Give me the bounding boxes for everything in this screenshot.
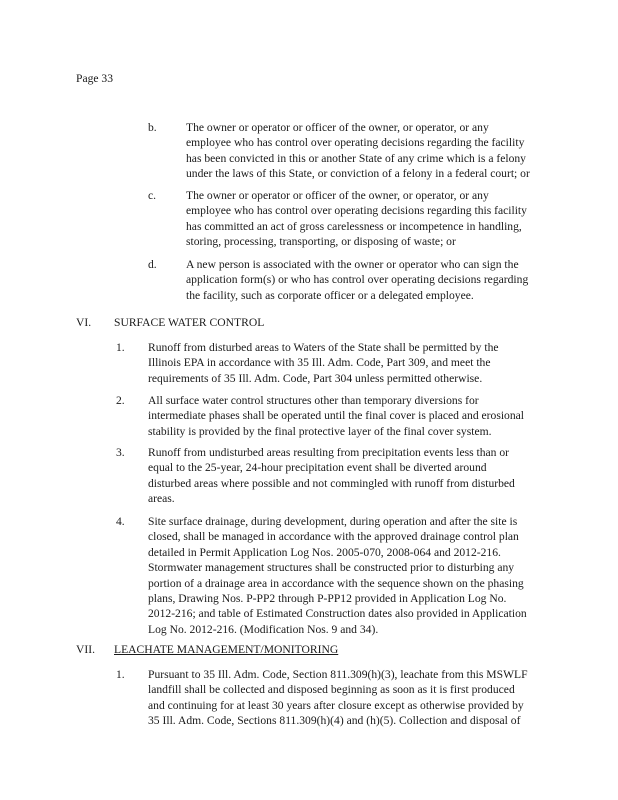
text-line: All surface water control structures other than temporary diversions for [148, 394, 479, 407]
text-line: closed, shall be managed in accordance with the approved drainage control plan [148, 530, 519, 544]
section-number-vi: VI. [76, 316, 92, 329]
text-line: portion of a drainage area in accordance with the sequence shown on the phasing [148, 576, 524, 590]
sub-item-text-c [186, 188, 527, 250]
text-line: and continuing for at least 30 years after closure except as otherwise provided by [148, 698, 524, 712]
text-line: A new person is associated with the owner or operator who can sign the [186, 258, 519, 271]
text-line: Log No. 2012-216. (Modification Nos. 9 and 34). [148, 622, 379, 636]
text-line: Site surface drainage, during development, during operation and after the site is [148, 515, 518, 528]
text-line: The owner or operator or officer of the owner, or operator, or any [186, 121, 489, 134]
section-number-vii: VII. [76, 643, 95, 656]
page-number: Page 33 [76, 72, 114, 85]
sub-item-label-c: c. [148, 189, 157, 202]
item-number: 3. [116, 446, 125, 459]
text-line: employee who has control over operating decisions regarding this facility [186, 204, 527, 218]
text-line: has been convicted in this or another State of any crime which is a felony [186, 151, 526, 165]
text-line: plans, Drawing Nos. P-PP2 through P-PP12 provided in Application Log No. [148, 592, 507, 606]
text-line: 2012-216; and table of Estimated Construction dates also provided in Application [148, 607, 527, 621]
text-line: stability is provided by the final protective layer of the final cover system. [148, 424, 492, 438]
section-title-leachate-management: LEACHATE MANAGEMENT/MONITORING [114, 643, 339, 656]
sub-item-text-d [186, 257, 528, 303]
text-line: employee who has control over operating decisions regarding the facility [186, 136, 525, 150]
section-title-surface-water-control: SURFACE WATER CONTROL [114, 316, 265, 329]
text-line: equal to the 25-year, 24-hour precipitation event shall be diverted around [148, 461, 487, 475]
text-line: requirements of 35 Ill. Adm. Code, Part 304 unless permitted otherwise. [148, 371, 483, 385]
sub-item-label-d: d. [148, 258, 157, 271]
item-number: 1. [116, 668, 125, 681]
text-line: Runoff from disturbed areas to Waters of the State shall be permitted by the [148, 341, 499, 354]
item-number: 4. [116, 515, 125, 528]
text-line: Stormwater management structures shall be constructed prior to disturbing any [148, 561, 515, 575]
text-line: has committed an act of gross carelessness or incompetence in handling, [186, 219, 522, 233]
text-line: storing, processing, transporting, or disposing of waste; or [186, 235, 456, 249]
text-line: disturbed areas where possible and not commingled with runoff from disturbed [148, 476, 515, 490]
text-line: Runoff from undisturbed areas resulting from precipitation events less than or [148, 446, 510, 459]
text-line: Illinois EPA in accordance with 35 Ill. Adm. Code, Part 309, and meet the [148, 356, 491, 370]
text-line: the facility, such as corporate officer or a delegated employee. [186, 288, 474, 302]
text-line: The owner or operator or officer of the owner, or operator, or any [186, 189, 489, 202]
sub-item-label-b: b. [148, 121, 157, 134]
item-text [148, 514, 527, 637]
item-text [148, 667, 528, 729]
text-line: landfill shall be collected and disposed beginning as soon as it is first produced [148, 683, 515, 697]
item-text [148, 393, 524, 439]
item-number: 2. [116, 394, 125, 407]
item-text [148, 445, 515, 507]
text-line: Pursuant to 35 Ill. Adm. Code, Section 811.309(h)(3), leachate from this MSWLF [148, 668, 528, 681]
sub-item-text-b [186, 120, 530, 182]
text-line: intermediate phases shall be operated until the final cover is placed and erosional [148, 409, 525, 423]
item-number: 1. [116, 341, 125, 354]
text-line: 35 Ill. Adm. Code, Sections 811.309(h)(4) and (h)(5). Collection and disposal of [148, 714, 521, 728]
text-line: areas. [148, 492, 175, 506]
item-text [148, 340, 499, 386]
text-line: detailed in Permit Application Log Nos. 2005-070, 2008-064 and 2012-216. [148, 545, 501, 559]
text-line: application form(s) or who has control over operating decisions regarding [186, 273, 529, 287]
text-line: under the laws of this State, or conviction of a felony in a federal court; or [186, 167, 530, 181]
